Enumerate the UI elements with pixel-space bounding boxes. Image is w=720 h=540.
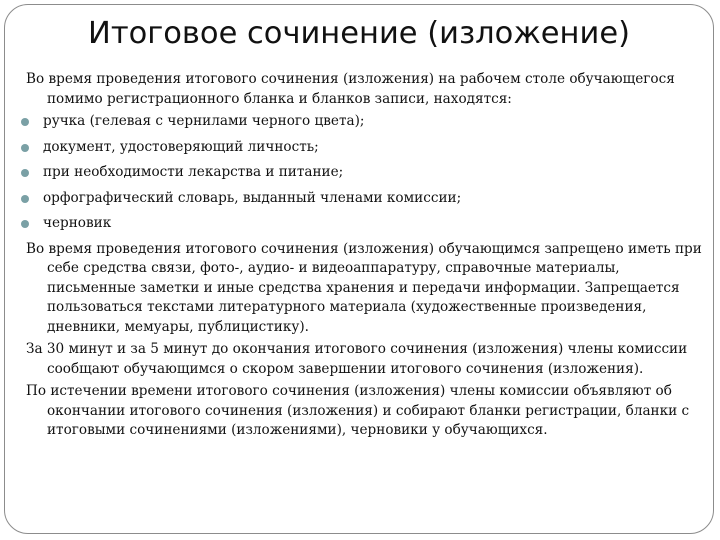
list-item xyxy=(26,163,702,183)
bullet-dot-icon xyxy=(21,169,29,177)
slide-title: Итоговое сочинение (изложение) xyxy=(88,16,630,51)
slide-content xyxy=(26,70,702,441)
bullet-dot-icon xyxy=(21,144,29,152)
list-item-text: документ, удостоверяющий личность; xyxy=(43,138,319,155)
list-item-text: орфографический словарь, выданный членами комиссии; xyxy=(43,189,462,206)
list-item xyxy=(26,189,702,209)
bullet-dot-icon xyxy=(21,220,29,228)
intro-paragraph: Во время проведения итогового сочинения (изложения) на рабочем столе обучающегося помимо регистрационного бланка и бланков записи, находятся: xyxy=(26,71,675,107)
bullet-dot-icon xyxy=(21,195,29,203)
completion-paragraph: По истечении времени итогового сочинения (изложения) члены комиссии объявляют об окончании итогового сочинения (изложения) и собирают бланки регистрации, бланки с итоговыми сочинениями (изложениями), черновики у обучающихся. xyxy=(26,383,690,438)
list-item-text: при необходимости лекарства и питание; xyxy=(43,164,344,180)
list-item-text: ручка (гелевая с чернилами черного цвета); xyxy=(43,113,365,129)
items-list xyxy=(26,112,702,234)
list-item xyxy=(26,214,702,234)
prohibition-paragraph: Во время проведения итогового сочинения (изложения) обучающимся запрещено иметь при себе средства связи, фото-, аудио- и видеоаппаратуру, справочные материалы, письменные заметки и иные средства хранения и передачи информации. Запрещается пользоваться текстами литературного материала (художественные произведения, дневники, мемуары, публицистику). xyxy=(26,240,702,335)
list-item-text: черновик xyxy=(43,215,112,231)
list-item xyxy=(26,112,702,132)
bullet-dot-icon xyxy=(21,118,29,126)
time-warning-paragraph: За 30 минут и за 5 минут до окончания итогового сочинения (изложения) члены комиссии сообщают обучающимся о скором завершении итогового сочинения (изложения). xyxy=(26,341,688,377)
list-item xyxy=(26,138,702,158)
